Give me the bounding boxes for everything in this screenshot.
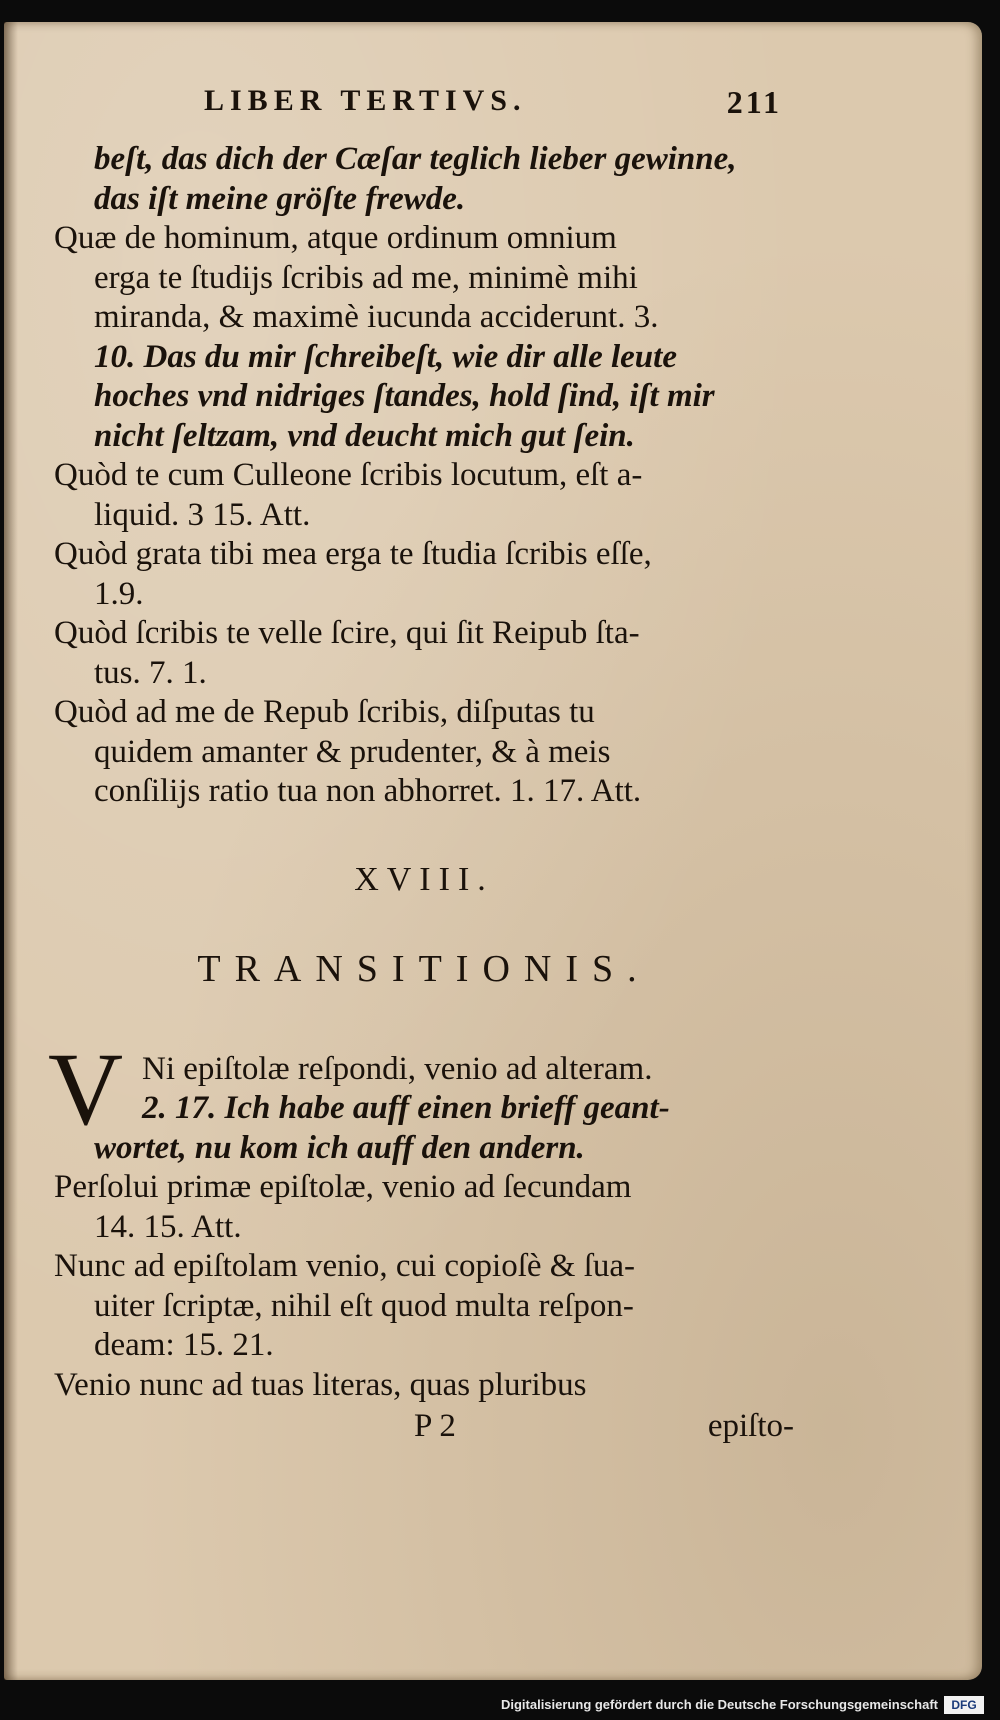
page-number: 211 — [726, 84, 782, 120]
text-line: miranda, & maximè iucunda acciderunt. 3. — [94, 299, 659, 335]
text-line: Venio nunc ad tuas literas, quas pluribus — [54, 1366, 587, 1403]
text-line: 1.9. — [94, 575, 144, 612]
signature-mark: P 2 — [414, 1408, 456, 1444]
text-line: Perſolui primæ epiſtolæ, venio ad ſecundam — [54, 1169, 632, 1205]
text-line: liquid. 3 15. Att. — [94, 496, 311, 533]
text-line: hoches vnd nidriges ſtandes, hold ſind, iſt mir — [94, 378, 715, 414]
section-number: XVIII. — [354, 860, 494, 898]
text-line: beſt, das dich der Cæſar teglich lieber gewinne, — [94, 141, 737, 177]
text-line: Quòd ſcribis te velle ſcire, qui ſit Reipub ſta- — [54, 615, 640, 651]
section-title: TRANSITIONIS. — [197, 947, 651, 990]
text-line: 10. Das du mir ſchreibeſt, wie dir alle leute — [94, 338, 677, 375]
initial-paragraph — [48, 1031, 794, 1147]
text-line: wortet, nu kom ich auff den andern. — [94, 1129, 585, 1166]
page-header — [4, 84, 982, 134]
text-line: Quæ de hominum, atque ordinum omnium — [54, 220, 617, 256]
text-line: tus. 7. 1. — [94, 654, 207, 691]
text-line: Quòd te cum Culleone ſcribis locutum, eſt a- — [54, 457, 643, 493]
text-line: 14. 15. Att. — [94, 1208, 242, 1245]
text-line: das iſt meine gröſte frewde. — [94, 180, 466, 217]
running-head: LIBER TERTIVS. — [204, 84, 527, 117]
book-page — [4, 22, 982, 1680]
text-line: nicht ſeltzam, vnd deucht mich gut ſein. — [94, 417, 635, 454]
text-line: Quòd grata tibi mea erga te ſtudia ſcribis eſſe, — [54, 536, 652, 572]
text-line: 2. 17. Ich habe auff einen brieff geant- — [142, 1090, 670, 1126]
text-line: conſilijs ratio tua non abhorret. 1. 17. Att. — [94, 773, 642, 809]
text-line: quidem amanter & prudenter, & à meis — [94, 733, 611, 770]
catchline — [54, 1407, 794, 1447]
text-line: Ni epiſtolæ reſpondi, venio ad alteram. — [142, 1050, 653, 1087]
text-line: Quòd ad me de Repub ſcribis, diſputas tu — [54, 694, 595, 730]
text-line: uiter ſcriptæ, nihil eſt quod multa reſpon- — [94, 1287, 634, 1324]
text-line: Nunc ad epiſtolam venio, cui copioſè & ſua- — [54, 1248, 635, 1284]
drop-cap: V — [48, 1031, 124, 1147]
footer-bar — [0, 1680, 1000, 1720]
funding-notice: Digitalisierung gefördert durch die Deutsche Forschungsgemeinschaft — [500, 1697, 938, 1712]
text-line: deam: 15. 21. — [94, 1327, 274, 1363]
catchword: epiſto- — [707, 1408, 794, 1444]
gutter-shadow — [4, 22, 18, 1680]
text-line: erga te ſtudijs ſcribis ad me, minimè mihi — [94, 259, 638, 296]
page-text — [48, 140, 794, 1447]
dfg-logo: DFG — [944, 1696, 984, 1714]
